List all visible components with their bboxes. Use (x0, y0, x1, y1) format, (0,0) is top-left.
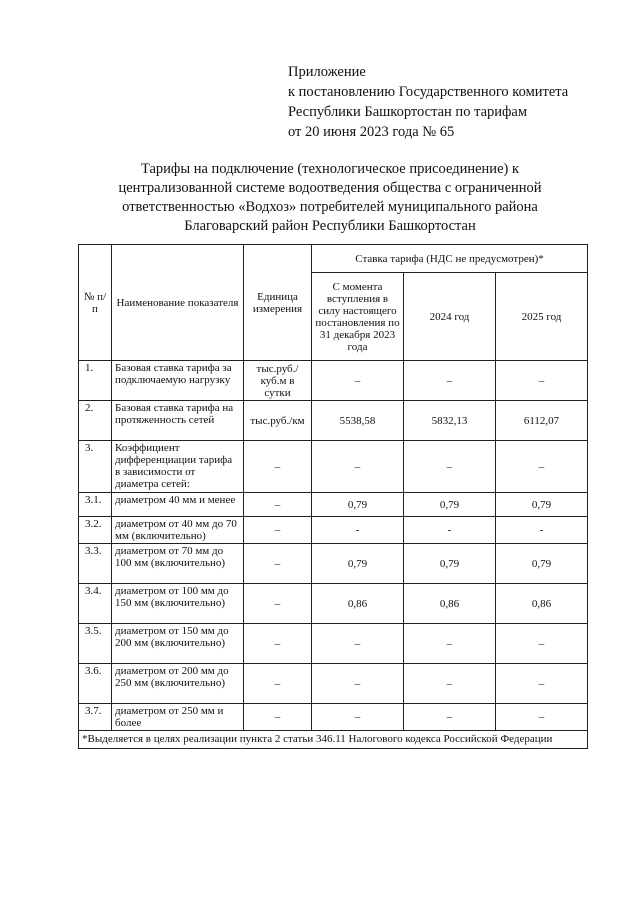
row-value-period-2: – (404, 361, 496, 401)
row-num: 2. (79, 401, 112, 441)
header-num: № п/п (79, 245, 112, 361)
footnote: *Выделяется в целях реализации пункта 2 статьи 346.11 Налогового кодекса Российской Федерации (79, 731, 588, 749)
table-row (79, 493, 588, 517)
row-num: 3.4. (79, 584, 112, 624)
appendix-line-2: к постановлению Государственного комитета (288, 84, 569, 100)
appendix-line-3: Республики Башкортостан по тарифам (288, 104, 528, 120)
table-row (79, 361, 588, 401)
row-num: 3.3. (79, 544, 112, 584)
tariff-table (78, 244, 588, 749)
row-value-period-3: - (496, 517, 588, 544)
row-value-period-3: – (496, 624, 588, 664)
row-value-period-2: 5832,13 (404, 401, 496, 441)
row-num: 1. (79, 361, 112, 401)
table-row (79, 441, 588, 493)
row-unit: – (244, 493, 312, 517)
row-value-period-2: – (404, 624, 496, 664)
row-value-period-1: – (312, 361, 404, 401)
row-value-period-3: – (496, 664, 588, 704)
row-unit: – (244, 441, 312, 493)
row-value-period-3: – (496, 361, 588, 401)
header-rate: Ставка тарифа (НДС не предусмотрен)* (312, 245, 588, 273)
row-value-period-3: 0,86 (496, 584, 588, 624)
row-name: диаметром 40 мм и менее (112, 493, 244, 517)
row-value-period-3: – (496, 704, 588, 731)
row-value-period-1: 5538,58 (312, 401, 404, 441)
table-row (79, 664, 588, 704)
row-value-period-2: 0,86 (404, 584, 496, 624)
header-unit: Единица измерения (244, 245, 312, 361)
row-value-period-3: 0,79 (496, 544, 588, 584)
row-value-period-1: 0,86 (312, 584, 404, 624)
table-row (79, 624, 588, 664)
row-value-period-2: – (404, 704, 496, 731)
row-name: диаметром от 40 мм до 70 мм (включительно) (112, 517, 244, 544)
row-value-period-1: - (312, 517, 404, 544)
row-value-period-1: – (312, 704, 404, 731)
row-unit: тыс.руб./км (244, 401, 312, 441)
row-name: диаметром от 150 мм до 200 мм (включительно) (112, 624, 244, 664)
row-num: 3.1. (79, 493, 112, 517)
table-row (79, 544, 588, 584)
row-unit: – (244, 544, 312, 584)
row-name: диаметром от 100 мм до 150 мм (включительно) (112, 584, 244, 624)
appendix-line-4: от 20 июня 2023 года № 65 (288, 124, 455, 140)
table-row (79, 517, 588, 544)
row-num: 3.7. (79, 704, 112, 731)
row-unit: – (244, 584, 312, 624)
table-row (79, 401, 588, 441)
row-unit: – (244, 624, 312, 664)
row-name: диаметром от 200 мм до 250 мм (включительно) (112, 664, 244, 704)
row-unit: – (244, 517, 312, 544)
row-value-period-2: – (404, 441, 496, 493)
row-unit: – (244, 664, 312, 704)
header-period-2: 2024 год (404, 273, 496, 361)
row-value-period-1: 0,79 (312, 544, 404, 584)
row-value-period-2: 0,79 (404, 493, 496, 517)
row-num: 3.6. (79, 664, 112, 704)
row-value-period-2: 0,79 (404, 544, 496, 584)
row-value-period-1: – (312, 624, 404, 664)
row-unit: тыс.руб./ куб.м в сутки (244, 361, 312, 401)
row-name: Базовая ставка тарифа за подключаемую нагрузку (112, 361, 244, 401)
row-value-period-1: – (312, 664, 404, 704)
document-title: Тарифы на подключение (технологическое присоединение) к централизованной системе водоотведения общества с ограниченной ответственностью «Водхоз» потребителей муниципального района Благоварский район Республики Башкортостан (118, 161, 542, 234)
row-value-period-3: 0,79 (496, 493, 588, 517)
row-value-period-3: – (496, 441, 588, 493)
row-name: Коэффициент дифференциации тарифа в зависимости от диаметра сетей: (112, 441, 244, 493)
row-name: диаметром от 250 мм и более (112, 704, 244, 731)
appendix-line-1: Приложение (288, 64, 366, 80)
row-name: диаметром от 70 мм до 100 мм (включительно) (112, 544, 244, 584)
row-unit: – (244, 704, 312, 731)
row-value-period-1: – (312, 441, 404, 493)
header-period-3: 2025 год (496, 273, 588, 361)
table-row (79, 704, 588, 731)
table-row (79, 584, 588, 624)
table-body (79, 361, 588, 731)
row-value-period-3: 6112,07 (496, 401, 588, 441)
row-value-period-2: – (404, 664, 496, 704)
row-num: 3. (79, 441, 112, 493)
header-period-1: С момента вступления в силу настоящего постановления по 31 декабря 2023 года (312, 273, 404, 361)
header-name: Наименование показателя (112, 245, 244, 361)
row-num: 3.5. (79, 624, 112, 664)
appendix-header (288, 62, 618, 142)
row-name: Базовая ставка тарифа на протяженность сетей (112, 401, 244, 441)
row-num: 3.2. (79, 517, 112, 544)
row-value-period-2: - (404, 517, 496, 544)
row-value-period-1: 0,79 (312, 493, 404, 517)
